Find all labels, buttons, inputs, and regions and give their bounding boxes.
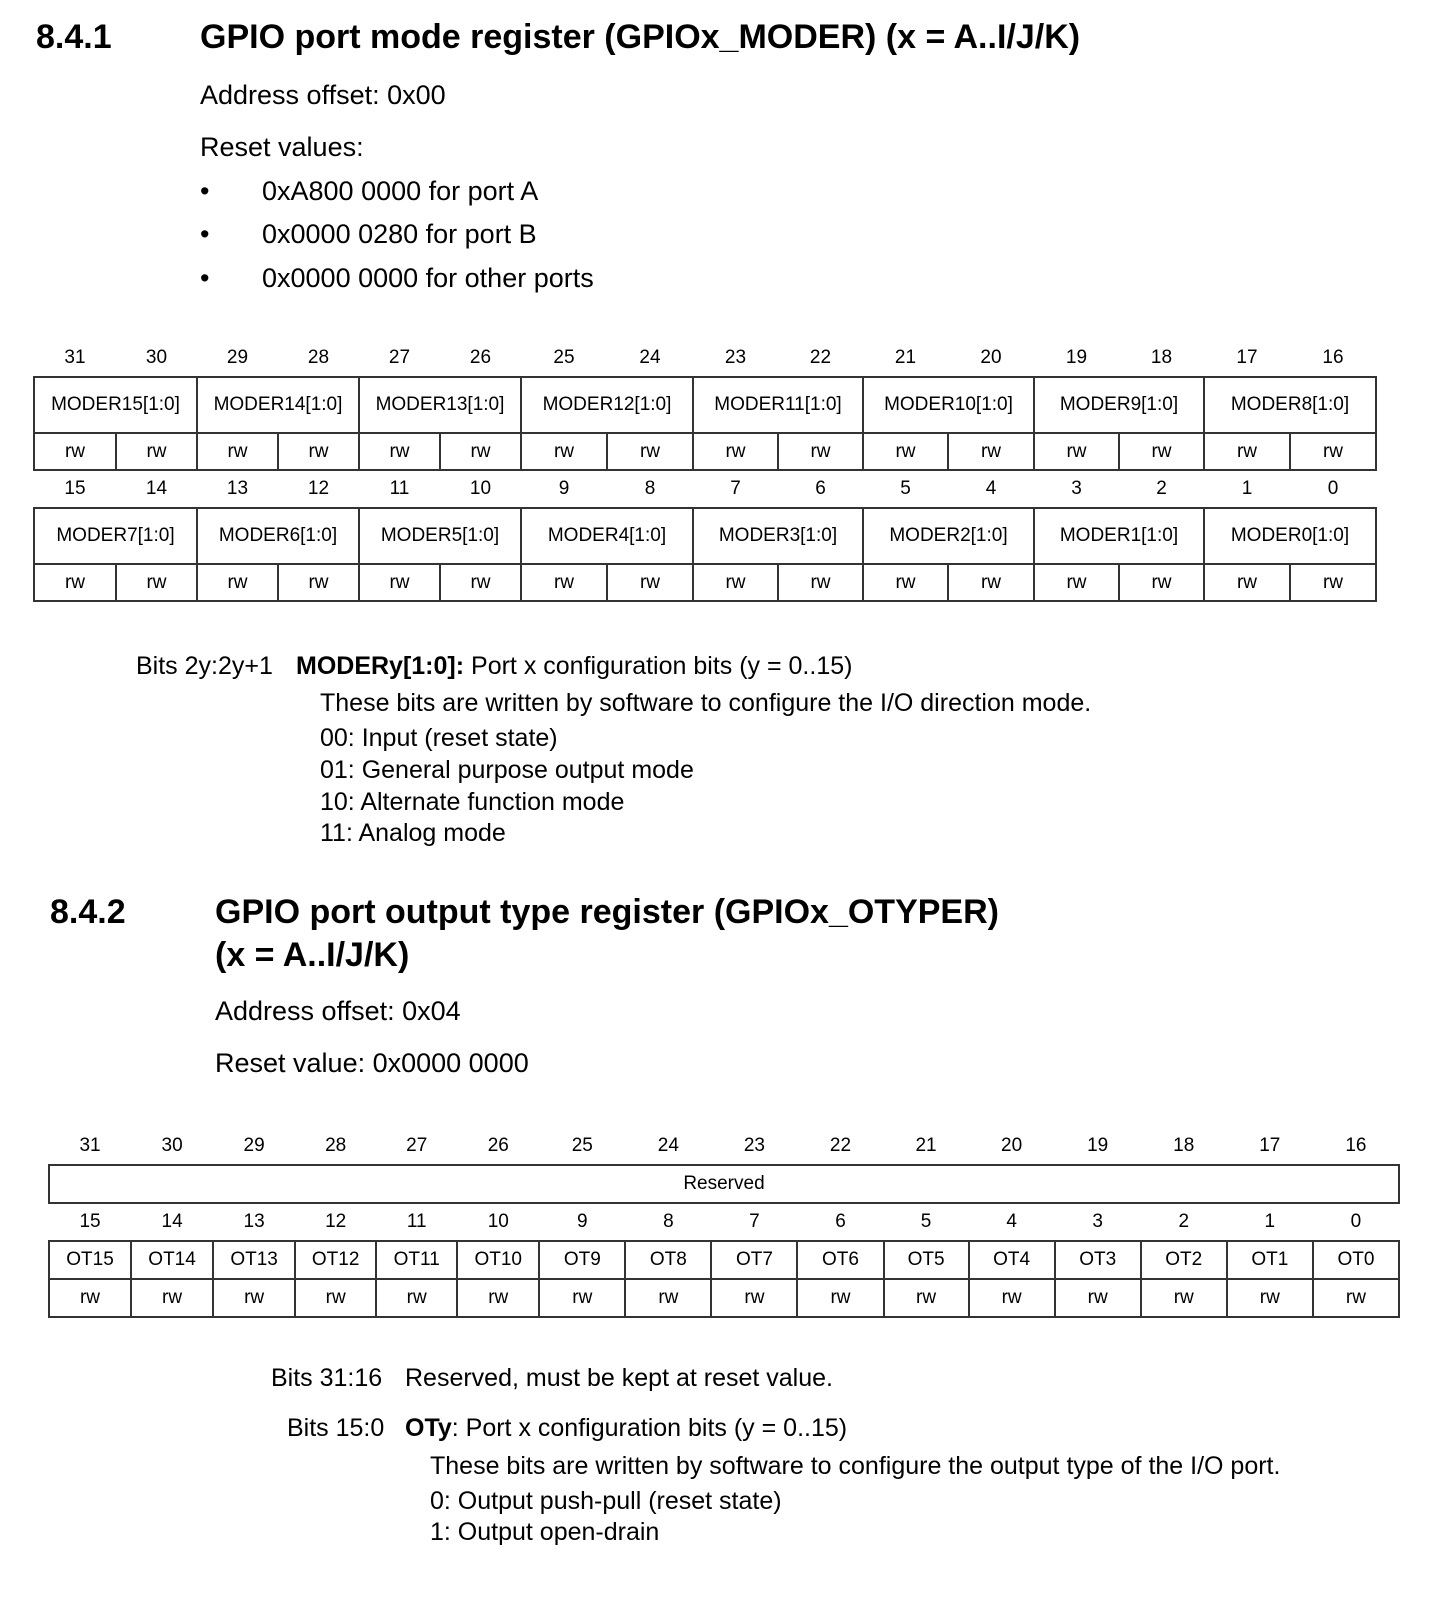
bit-number: 22 bbox=[809, 347, 832, 368]
section-number: 8.4.1 bbox=[36, 18, 112, 56]
access-type: rw bbox=[607, 433, 693, 470]
desc-line: These bits are written by software to configure the I/O direction mode. bbox=[320, 689, 1092, 717]
access-type: rw bbox=[116, 564, 197, 601]
access-type: rw bbox=[1204, 433, 1290, 470]
bit-number: 1 bbox=[1264, 1211, 1276, 1232]
register-field: OT15 bbox=[49, 1241, 131, 1279]
register-field: MODER3[1:0] bbox=[693, 508, 863, 564]
access-type: rw bbox=[948, 564, 1034, 601]
access-type: rw bbox=[34, 433, 116, 470]
reset-value: Reset value: 0x0000 0000 bbox=[215, 1048, 529, 1078]
bit-number: 16 bbox=[1345, 1135, 1367, 1156]
desc-line: 10: Alternate function mode bbox=[320, 788, 625, 816]
bit-number: 18 bbox=[1173, 1135, 1195, 1156]
bit-range: Bits 2y:2y+1 bbox=[136, 652, 273, 680]
bit-number: 25 bbox=[553, 347, 575, 368]
register-field: OT6 bbox=[797, 1241, 883, 1279]
register-field: MODER13[1:0] bbox=[359, 377, 521, 433]
register-field: MODER9[1:0] bbox=[1034, 377, 1204, 433]
access-row bbox=[34, 433, 1376, 470]
address-offset: Address offset: 0x00 bbox=[200, 80, 446, 110]
access-type: rw bbox=[131, 1279, 213, 1317]
access-type: rw bbox=[884, 1279, 969, 1317]
bit-number: 27 bbox=[406, 1135, 428, 1156]
bit-number: 0 bbox=[1350, 1211, 1362, 1232]
bit-number: 29 bbox=[226, 347, 249, 368]
bit-number: 7 bbox=[730, 478, 741, 499]
bit-number: 26 bbox=[469, 347, 492, 368]
desc-line: 00: Input (reset state) bbox=[320, 724, 558, 752]
register-field: OT0 bbox=[1313, 1241, 1399, 1279]
access-type: rw bbox=[1034, 433, 1119, 470]
access-type: rw bbox=[948, 433, 1034, 470]
bit-number: 25 bbox=[571, 1135, 593, 1156]
access-type: rw bbox=[278, 564, 359, 601]
register-field: MODER7[1:0] bbox=[34, 508, 197, 564]
bit-number-row bbox=[34, 340, 1376, 377]
access-row bbox=[34, 564, 1376, 601]
bit-number: 27 bbox=[388, 347, 411, 368]
desc-line: 0: Output push-pull (reset state) bbox=[430, 1487, 782, 1515]
access-type: rw bbox=[625, 1279, 711, 1317]
access-type: rw bbox=[116, 433, 197, 470]
address-offset: Address offset: 0x04 bbox=[215, 996, 461, 1026]
register-field: OT2 bbox=[1141, 1241, 1227, 1279]
bit-number: 30 bbox=[145, 347, 168, 368]
access-type: rw bbox=[359, 564, 440, 601]
bit-number: 6 bbox=[835, 1211, 846, 1232]
access-type: rw bbox=[295, 1279, 376, 1317]
bit-number: 23 bbox=[724, 347, 747, 368]
bit-number: 20 bbox=[1001, 1135, 1023, 1156]
register-field: OT9 bbox=[539, 1241, 625, 1279]
access-type: rw bbox=[521, 564, 607, 601]
access-type: rw bbox=[1055, 1279, 1141, 1317]
desc-line: 1: Output open-drain bbox=[430, 1518, 660, 1546]
field-row bbox=[34, 377, 1376, 433]
register-field: MODER15[1:0] bbox=[34, 377, 197, 433]
bit-number: 4 bbox=[985, 478, 997, 499]
bit-number: 15 bbox=[64, 478, 86, 499]
access-type: rw bbox=[34, 564, 116, 601]
access-type: rw bbox=[1313, 1279, 1399, 1317]
access-type: rw bbox=[440, 564, 521, 601]
register-field: MODER4[1:0] bbox=[521, 508, 693, 564]
desc-line: 01: General purpose output mode bbox=[320, 756, 694, 784]
access-type: rw bbox=[197, 433, 278, 470]
bullet-icon: • bbox=[200, 263, 210, 293]
bit-number: 8 bbox=[644, 478, 656, 499]
bit-number: 20 bbox=[980, 347, 1002, 368]
bit-number-row bbox=[49, 1203, 1399, 1241]
access-type: rw bbox=[1119, 433, 1204, 470]
register-field: MODER14[1:0] bbox=[197, 377, 359, 433]
register-field: OT10 bbox=[457, 1241, 539, 1279]
bit-number: 24 bbox=[639, 347, 661, 368]
register-field: MODER0[1:0] bbox=[1204, 508, 1376, 564]
register-field: OT4 bbox=[969, 1241, 1055, 1279]
bit-number: 31 bbox=[79, 1135, 101, 1156]
bit-number: 5 bbox=[920, 1211, 932, 1232]
bit-number: 14 bbox=[161, 1211, 183, 1232]
bit-number: 11 bbox=[389, 478, 410, 499]
bit-number: 30 bbox=[161, 1135, 183, 1156]
field-name: OTy bbox=[405, 1414, 452, 1442]
reset-value-item: 0x0000 0000 for other ports bbox=[262, 263, 594, 293]
bit-number: 17 bbox=[1259, 1135, 1281, 1156]
access-type: rw bbox=[863, 564, 948, 601]
bit-number: 2 bbox=[1156, 478, 1167, 499]
reset-value-item: 0x0000 0280 for port B bbox=[262, 219, 537, 249]
register-field: OT12 bbox=[295, 1241, 376, 1279]
bit-number: 28 bbox=[325, 1135, 347, 1156]
bit-number: 26 bbox=[487, 1135, 509, 1156]
bit-number: 3 bbox=[1092, 1211, 1103, 1232]
bit-number: 10 bbox=[469, 478, 492, 499]
moder-register-table bbox=[33, 340, 1377, 602]
access-type: rw bbox=[863, 433, 948, 470]
bit-number: 24 bbox=[657, 1135, 679, 1156]
bit-number: 6 bbox=[815, 478, 826, 499]
bit-number: 28 bbox=[307, 347, 330, 368]
bit-range: Bits 31:16 bbox=[271, 1364, 383, 1392]
access-type: rw bbox=[1141, 1279, 1227, 1317]
desc-line: These bits are written by software to configure the output type of the I/O port. bbox=[430, 1452, 1281, 1480]
bit-number-row bbox=[49, 1128, 1399, 1165]
bit-number: 10 bbox=[487, 1211, 509, 1232]
field-row bbox=[49, 1241, 1399, 1279]
access-type: rw bbox=[278, 433, 359, 470]
bit-range: Bits 15:0 bbox=[287, 1414, 385, 1442]
bit-number: 8 bbox=[663, 1211, 674, 1232]
register-field: MODER11[1:0] bbox=[693, 377, 863, 433]
bit-number: 1 bbox=[1241, 478, 1253, 499]
bit-number: 15 bbox=[79, 1211, 101, 1232]
access-type: rw bbox=[778, 433, 863, 470]
bit-number: 7 bbox=[749, 1211, 760, 1232]
access-type: rw bbox=[376, 1279, 457, 1317]
field-description bbox=[405, 1414, 847, 1443]
bit-number: 13 bbox=[226, 478, 249, 499]
access-type: rw bbox=[197, 564, 278, 601]
bit-number: 17 bbox=[1236, 347, 1258, 368]
access-type: rw bbox=[359, 433, 440, 470]
access-row bbox=[49, 1279, 1399, 1317]
register-field: MODER1[1:0] bbox=[1034, 508, 1204, 564]
bullet-icon: • bbox=[200, 176, 210, 206]
access-type: rw bbox=[1290, 564, 1376, 601]
bit-number: 22 bbox=[829, 1135, 852, 1156]
field-description bbox=[296, 652, 852, 681]
access-type: rw bbox=[1119, 564, 1204, 601]
bit-number: 18 bbox=[1150, 347, 1173, 368]
access-type: rw bbox=[49, 1279, 131, 1317]
bit-number: 0 bbox=[1327, 478, 1339, 499]
access-type: rw bbox=[539, 1279, 625, 1317]
access-type: rw bbox=[693, 433, 778, 470]
bit-number: 21 bbox=[915, 1135, 937, 1156]
section-number: 8.4.2 bbox=[50, 893, 126, 931]
bit-number: 12 bbox=[307, 478, 330, 499]
bit-number: 21 bbox=[894, 347, 917, 368]
bit-number-row bbox=[34, 470, 1376, 508]
access-type: rw bbox=[213, 1279, 295, 1317]
bit-number: 19 bbox=[1087, 1135, 1109, 1156]
bit-number: 3 bbox=[1071, 478, 1082, 499]
access-type: rw bbox=[797, 1279, 883, 1317]
register-field: OT8 bbox=[625, 1241, 711, 1279]
section-title: GPIO port mode register (GPIOx_MODER) (x = A..I/J/K) bbox=[200, 18, 1081, 56]
register-field: MODER12[1:0] bbox=[521, 377, 693, 433]
register-field: OT13 bbox=[213, 1241, 295, 1279]
bit-number: 9 bbox=[558, 478, 570, 499]
otyper-register-table bbox=[48, 1128, 1400, 1318]
field-summary: Port x configuration bits (y = 0..15) bbox=[464, 652, 853, 680]
register-field: OT14 bbox=[131, 1241, 213, 1279]
access-type: rw bbox=[1204, 564, 1290, 601]
reset-values-label: Reset values: bbox=[200, 132, 364, 162]
bit-number: 13 bbox=[243, 1211, 265, 1232]
register-field: OT1 bbox=[1227, 1241, 1313, 1279]
reserved-field: Reserved bbox=[49, 1165, 1399, 1203]
field-summary: Reserved, must be kept at reset value. bbox=[405, 1364, 833, 1392]
bullet-icon: • bbox=[200, 219, 210, 249]
field-row bbox=[34, 508, 1376, 564]
access-type: rw bbox=[1034, 564, 1119, 601]
register-field: MODER2[1:0] bbox=[863, 508, 1034, 564]
register-field: OT5 bbox=[884, 1241, 969, 1279]
access-type: rw bbox=[969, 1279, 1055, 1317]
field-name: MODERy[1:0]: bbox=[296, 652, 465, 680]
bit-number: 16 bbox=[1322, 347, 1344, 368]
access-type: rw bbox=[440, 433, 521, 470]
access-type: rw bbox=[1227, 1279, 1313, 1317]
bit-number: 2 bbox=[1178, 1211, 1190, 1232]
reserved-row bbox=[49, 1165, 1399, 1203]
bit-number: 4 bbox=[1006, 1211, 1017, 1232]
access-type: rw bbox=[778, 564, 863, 601]
bit-number: 19 bbox=[1065, 347, 1088, 368]
bit-number: 9 bbox=[577, 1211, 588, 1232]
bit-number: 12 bbox=[325, 1211, 347, 1232]
access-type: rw bbox=[711, 1279, 797, 1317]
register-field: MODER5[1:0] bbox=[359, 508, 521, 564]
access-type: rw bbox=[693, 564, 778, 601]
bit-number: 31 bbox=[64, 347, 86, 368]
register-field: MODER6[1:0] bbox=[197, 508, 359, 564]
register-field: MODER10[1:0] bbox=[863, 377, 1034, 433]
bit-number: 23 bbox=[743, 1135, 765, 1156]
register-field: MODER8[1:0] bbox=[1204, 377, 1376, 433]
bit-number: 5 bbox=[900, 478, 911, 499]
register-field: OT11 bbox=[376, 1241, 457, 1279]
access-type: rw bbox=[521, 433, 607, 470]
access-type: rw bbox=[457, 1279, 539, 1317]
section-title: GPIO port output type register (GPIOx_OTYPER) bbox=[215, 893, 999, 931]
access-type: rw bbox=[607, 564, 693, 601]
field-summary: : Port x configuration bits (y = 0..15) bbox=[451, 1414, 848, 1442]
register-field: OT7 bbox=[711, 1241, 797, 1279]
bit-number: 29 bbox=[243, 1135, 265, 1156]
register-field: OT3 bbox=[1055, 1241, 1141, 1279]
bit-number: 14 bbox=[145, 478, 168, 499]
access-type: rw bbox=[1290, 433, 1376, 470]
bit-number: 11 bbox=[406, 1211, 427, 1232]
section-title-cont: (x = A..I/J/K) bbox=[215, 936, 410, 974]
desc-line: 11: Analog mode bbox=[320, 819, 506, 847]
reset-value-item: 0xA800 0000 for port A bbox=[262, 176, 539, 206]
